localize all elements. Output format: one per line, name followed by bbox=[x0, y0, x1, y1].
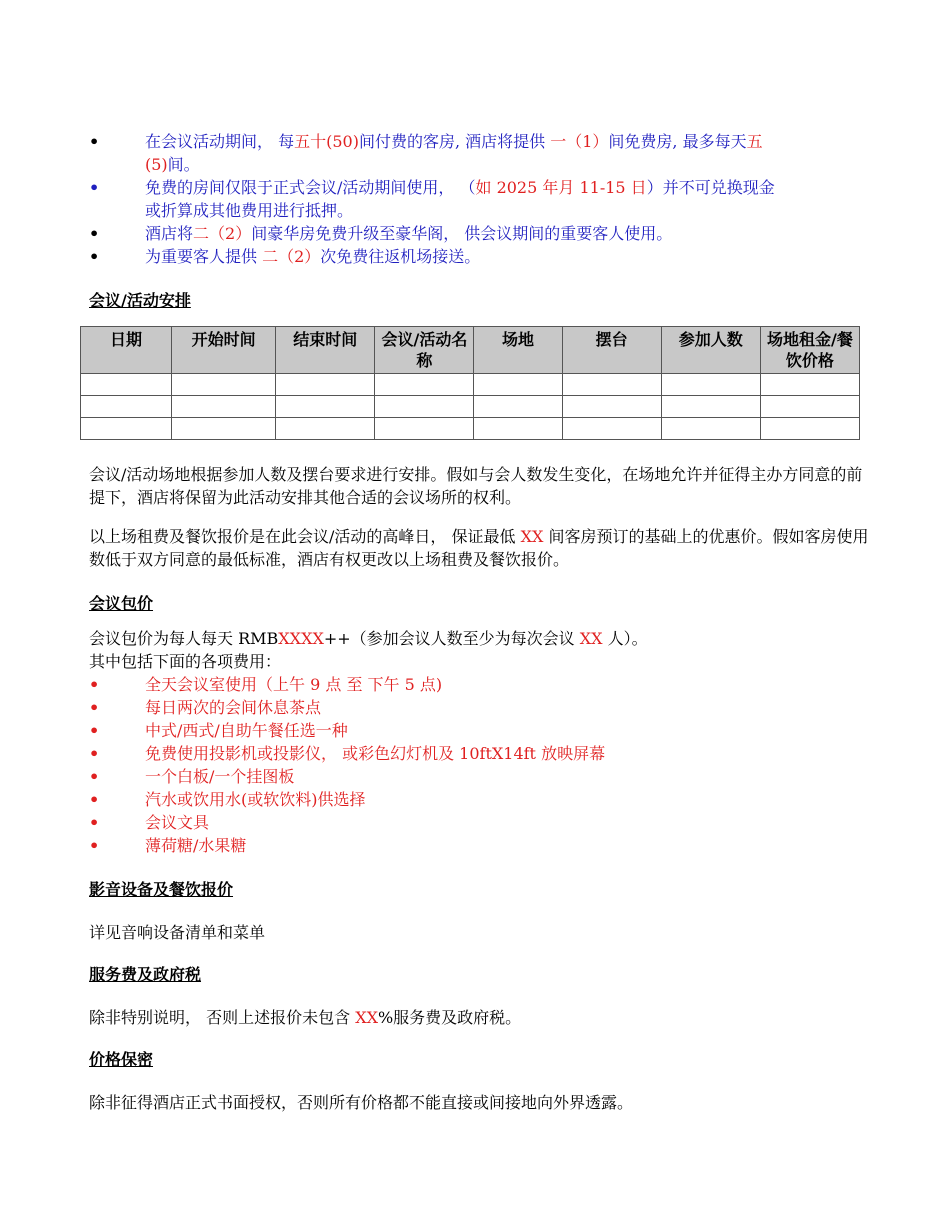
policy-text-segment: 为重要客人提供 bbox=[145, 247, 263, 266]
table-row bbox=[81, 396, 860, 418]
bullet-dot-icon: • bbox=[89, 178, 100, 197]
table-cell bbox=[661, 396, 760, 418]
table-cell bbox=[474, 418, 562, 440]
schedule-column-header: 场地 bbox=[474, 327, 562, 374]
table-cell bbox=[375, 396, 474, 418]
schedule-column-header: 会议/活动名称 bbox=[375, 327, 474, 374]
table-cell bbox=[81, 396, 172, 418]
service-heading: 服务费及政府税 bbox=[89, 965, 202, 984]
package-heading: 会议包价 bbox=[89, 594, 154, 613]
policy-text-segment: (5) bbox=[145, 155, 168, 174]
document-page bbox=[89, 130, 869, 1114]
bullet-dot-icon: • bbox=[89, 247, 100, 266]
table-cell bbox=[81, 418, 172, 440]
policy-bullet bbox=[89, 245, 864, 268]
table-row bbox=[81, 418, 860, 440]
policy-text-segment: 一（1） bbox=[550, 132, 609, 151]
table-cell bbox=[661, 374, 760, 396]
table-cell bbox=[276, 396, 375, 418]
policy-text-segment: 间免费房, 最多每天 bbox=[608, 132, 747, 151]
package-item-text: 汽水或饮用水(或软饮料)供选择 bbox=[145, 790, 366, 809]
schedule-heading: 会议/活动安排 bbox=[89, 291, 191, 310]
policy-text-segment: 间豪华房免费升级至豪华阁， 供会议期间的重要客人使用。 bbox=[251, 224, 673, 243]
table-cell bbox=[81, 374, 172, 396]
service-text-start: 除非特别说明， 否则上述报价未包含 bbox=[89, 1008, 356, 1027]
package-item-text: 全天会议室使用（上午 9 点 至 下午 5 点) bbox=[145, 675, 443, 694]
list-item bbox=[89, 673, 864, 696]
table-cell bbox=[172, 418, 276, 440]
package-intro-middle: ++（参加会议人数至少为每次会议 bbox=[323, 629, 580, 648]
bullet-dot-icon: • bbox=[89, 721, 100, 740]
policy-text-segment: 二（2） bbox=[193, 224, 252, 243]
rate-note-text-end: 间客房预订的基础上的优惠价。假如客房使用数低于双方同意的最低标准，酒店有权更改以上场租费及餐饮报价。 bbox=[89, 527, 869, 569]
policy-bullet bbox=[89, 222, 864, 245]
package-item-text: 每日两次的会间休息茶点 bbox=[145, 698, 322, 717]
package-item-text: 一个白板/一个挂图板 bbox=[145, 767, 295, 786]
policy-text-segment: 如 2025 年月 11-15 日 bbox=[475, 178, 647, 197]
policy-text-segment: 或折算成其他费用进行抵押。 bbox=[145, 201, 354, 220]
rate-note-text: 以上场租费及餐饮报价是在此会议/活动的高峰日， 保证最低 bbox=[89, 527, 521, 546]
package-includes-label: 其中包括下面的各项费用： bbox=[89, 652, 282, 671]
service-text-end: %服务费及政府税。 bbox=[377, 1008, 522, 1027]
package-item-text: 薄荷糖/水果糖 bbox=[145, 836, 247, 855]
policy-text-segment: 间付费的客房, 酒店将提供 bbox=[358, 132, 551, 151]
policy-bullet bbox=[89, 130, 864, 176]
schedule-column-header: 结束时间 bbox=[276, 327, 375, 374]
schedule-column-header: 日期 bbox=[81, 327, 172, 374]
table-cell bbox=[562, 396, 661, 418]
table-cell bbox=[760, 418, 859, 440]
package-item-text: 中式/西式/自助午餐任选一种 bbox=[145, 721, 348, 740]
table-cell bbox=[375, 418, 474, 440]
table-cell bbox=[276, 374, 375, 396]
confidential-text: 除非征得酒店正式书面授权，否则所有价格都不能直接或间接地向外界透露。 bbox=[89, 1093, 634, 1112]
list-item bbox=[89, 811, 864, 834]
schedule-column-header: 开始时间 bbox=[172, 327, 276, 374]
policy-text-segment: 间。 bbox=[167, 155, 200, 174]
table-cell bbox=[760, 396, 859, 418]
list-item bbox=[89, 788, 864, 811]
list-item bbox=[89, 765, 864, 788]
package-intro-text: 会议包价为每人每天 RMB bbox=[89, 629, 279, 648]
table-cell bbox=[276, 418, 375, 440]
table-cell bbox=[760, 374, 859, 396]
package-items-list bbox=[89, 673, 864, 857]
table-cell bbox=[562, 418, 661, 440]
schedule-column-header: 场地租金/餐饮价格 bbox=[760, 327, 859, 374]
policy-text-segment: 在会议活动期间， 每 bbox=[145, 132, 295, 151]
schedule-column-header: 摆台 bbox=[562, 327, 661, 374]
policy-text-segment: 酒店将 bbox=[145, 224, 194, 243]
package-item-text: 免费使用投影机或投影仪， 或彩色幻灯机及 10ftX14ft 放映屏幕 bbox=[145, 744, 606, 763]
rate-note bbox=[89, 525, 879, 571]
table-cell bbox=[172, 396, 276, 418]
av-text: 详见音响设备清单和菜单 bbox=[89, 923, 266, 942]
list-item bbox=[89, 696, 864, 719]
policy-text-segment: 五十 bbox=[294, 132, 327, 151]
policy-text-segment: 免费的房间仅限于正式会议/活动期间使用， （ bbox=[145, 178, 476, 197]
table-cell bbox=[474, 374, 562, 396]
table-cell bbox=[172, 374, 276, 396]
policy-text-segment: 次免费往返机场接送。 bbox=[320, 247, 481, 266]
table-cell bbox=[474, 396, 562, 418]
policy-text-segment: 二（2） bbox=[262, 247, 321, 266]
bullet-dot-icon: • bbox=[89, 675, 100, 694]
av-heading: 影音设备及餐饮报价 bbox=[89, 880, 234, 899]
list-item bbox=[89, 719, 864, 742]
bullet-dot-icon: • bbox=[89, 767, 100, 786]
list-item bbox=[89, 742, 864, 765]
bullet-dot-icon: • bbox=[89, 698, 100, 717]
package-item-text: 会议文具 bbox=[145, 813, 210, 832]
policy-text-segment: 五 bbox=[746, 132, 763, 151]
package-min-attendees: XX bbox=[579, 629, 603, 648]
table-cell bbox=[661, 418, 760, 440]
bullet-dot-icon: • bbox=[89, 836, 100, 855]
table-cell bbox=[562, 374, 661, 396]
policy-text-segment: ）并不可兑换现金 bbox=[646, 178, 775, 197]
bullet-dot-icon: • bbox=[89, 790, 100, 809]
bullet-dot-icon: • bbox=[89, 224, 100, 243]
list-item bbox=[89, 834, 864, 857]
bullet-dot-icon: • bbox=[89, 132, 100, 151]
policy-bullet-list bbox=[89, 130, 864, 268]
policy-text-segment: (50) bbox=[326, 132, 359, 151]
schedule-header-row bbox=[81, 327, 860, 374]
confidential-heading: 价格保密 bbox=[89, 1050, 154, 1069]
package-price: XXXX bbox=[278, 629, 324, 648]
table-cell bbox=[375, 374, 474, 396]
venue-note: 会议/活动场地根据参加人数及摆台要求进行安排。假如与会人数发生变化，在场地允许并征得主办方同意的前提下，酒店将保留为此活动安排其他合适的会议场所的权利。 bbox=[89, 465, 863, 507]
schedule-table bbox=[80, 326, 860, 440]
bullet-dot-icon: • bbox=[89, 813, 100, 832]
service-rate: XX bbox=[355, 1008, 378, 1027]
bullet-dot-icon: • bbox=[89, 744, 100, 763]
service-text bbox=[89, 1006, 864, 1029]
package-intro bbox=[89, 627, 864, 650]
schedule-column-header: 参加人数 bbox=[661, 327, 760, 374]
policy-bullet bbox=[89, 176, 864, 222]
package-intro-end: 人）。 bbox=[602, 629, 648, 648]
min-rooms-value: XX bbox=[520, 527, 544, 546]
table-row bbox=[81, 374, 860, 396]
